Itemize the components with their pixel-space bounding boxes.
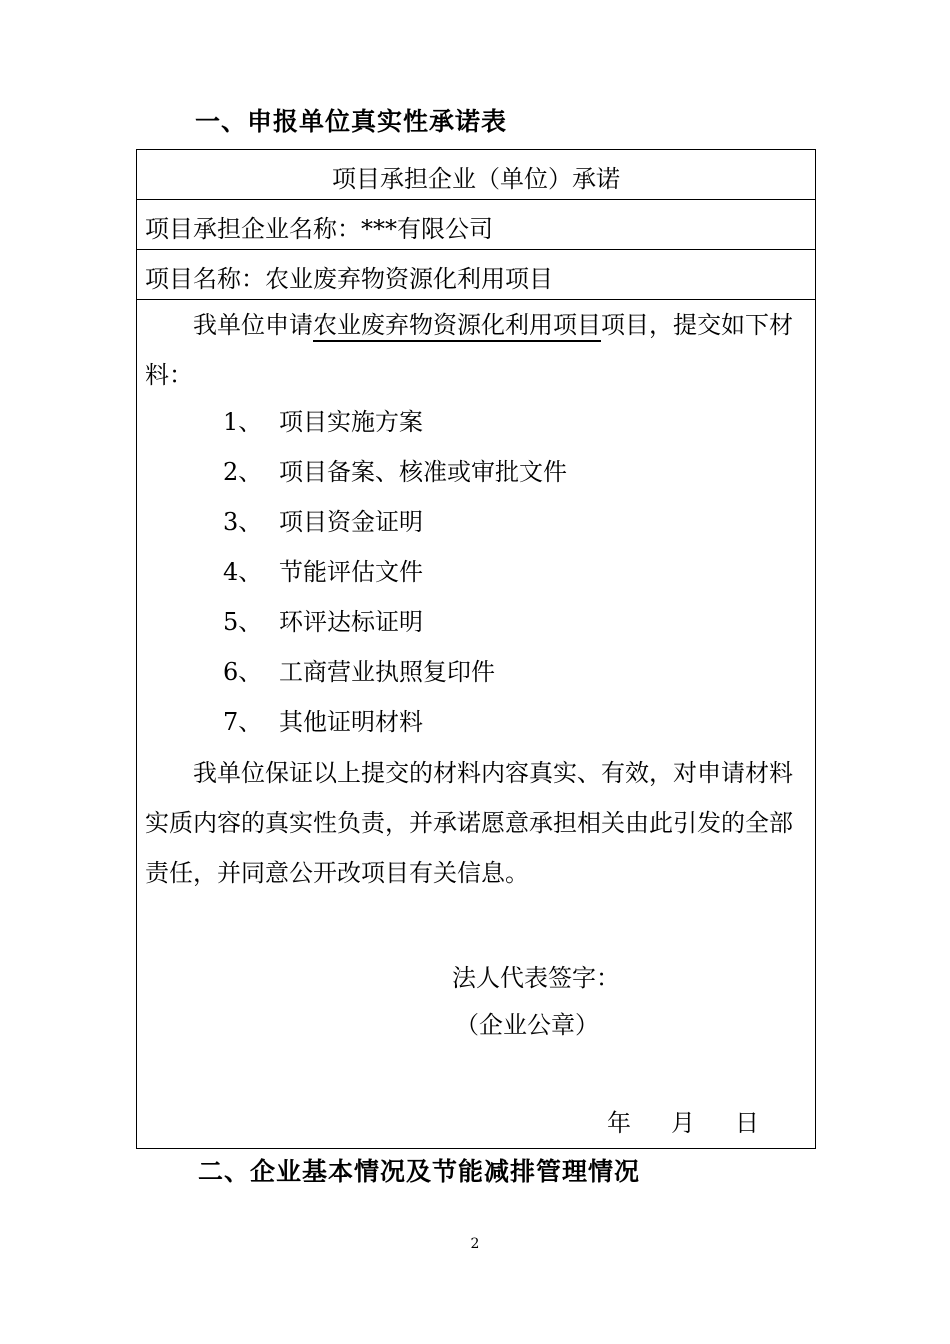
- seal-label: （企业公章）: [455, 1011, 599, 1039]
- date-day: 日: [735, 1109, 759, 1137]
- list-item: 7、 其他证明材料: [223, 708, 423, 736]
- list-item: 3、 项目资金证明: [223, 508, 423, 536]
- list-item: 2、 项目备案、核准或审批文件: [223, 458, 567, 486]
- list-item: 5、 环评达标证明: [223, 608, 423, 636]
- signature-label: 法人代表签字：: [452, 964, 620, 992]
- guarantee-paragraph: [145, 748, 807, 898]
- table-title: 项目承担企业（单位）承诺: [332, 165, 620, 193]
- materials-list: [223, 397, 567, 747]
- project-name-row: [137, 250, 815, 300]
- company-name-row: [137, 200, 815, 250]
- list-item: 4、 节能评估文件: [223, 558, 423, 586]
- section2-heading: 二、企业基本情况及节能减排管理情况: [198, 1157, 641, 1186]
- table-title-row: [137, 150, 815, 200]
- section1-heading: 一、申报单位真实性承诺表: [195, 107, 508, 136]
- para1-project: 农业废弃物资源化利用项目: [313, 311, 601, 342]
- para1-prefix: 我单位申请: [193, 311, 313, 339]
- para1-suffix: 项目，提交如下材料：: [145, 311, 793, 389]
- list-item: 6、 工商营业执照复印件: [223, 658, 495, 686]
- company-name: 项目承担企业名称：***有限公司: [145, 215, 493, 243]
- date-month: 月: [671, 1109, 695, 1137]
- application-paragraph: [145, 300, 807, 400]
- date-line: [607, 1103, 759, 1138]
- date-year: 年: [607, 1109, 631, 1137]
- list-item: 1、 项目实施方案: [223, 408, 423, 436]
- guarantee-text: 我单位保证以上提交的材料内容真实、有效，对申请材料实质内容的真实性负责，并承诺愿意承担相关由此引发的全部责任，并同意公开改项目有关信息。: [145, 759, 793, 887]
- commitment-table: [136, 149, 816, 1149]
- project-name: 项目名称：农业废弃物资源化利用项目: [145, 265, 553, 293]
- page-number: 2: [470, 1236, 480, 1252]
